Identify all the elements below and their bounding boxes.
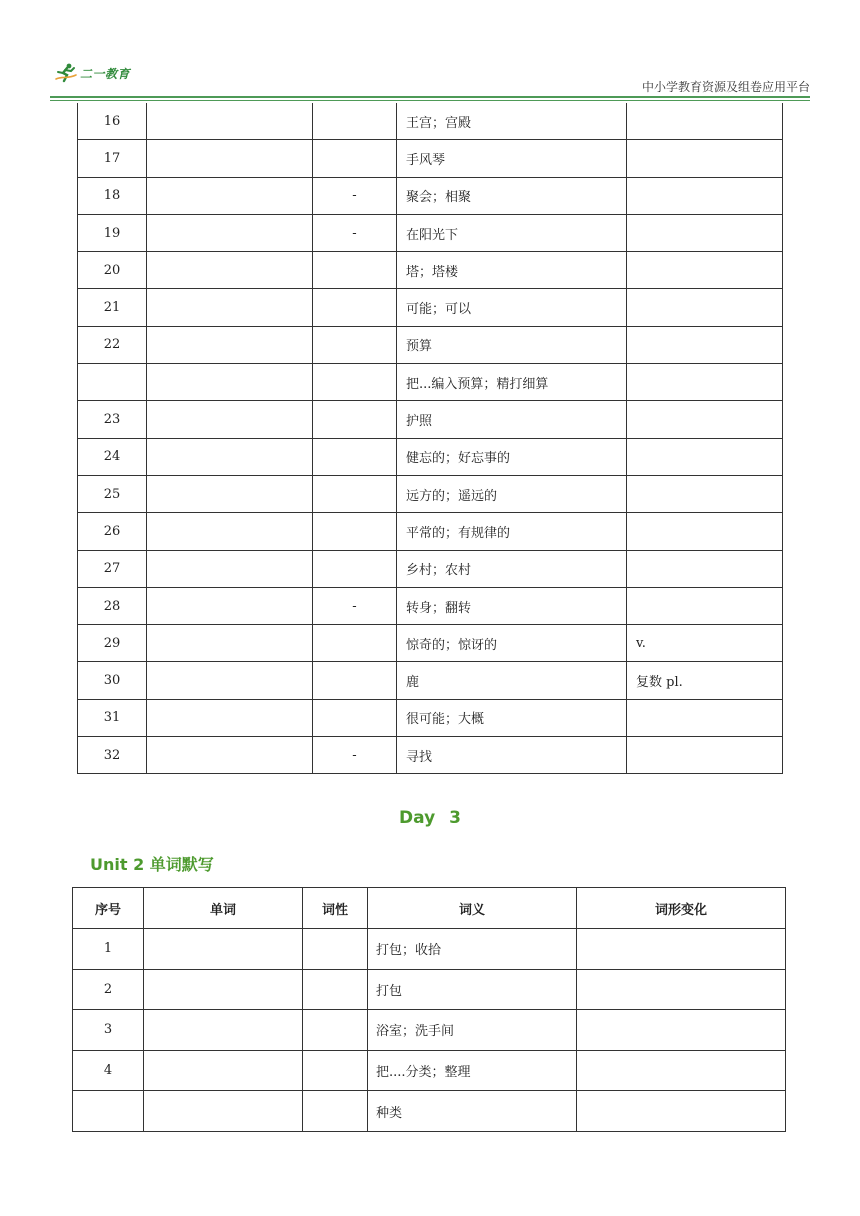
part-of-speech-cell[interactable] [313,475,397,512]
header-part-of-speech: 词性 [303,888,368,929]
unit-title: Unit 2 单词默写 [90,855,214,874]
row-number: 30 [78,662,147,699]
header-divider-thin [50,100,810,101]
word-forms-cell[interactable] [627,364,783,401]
part-of-speech-cell[interactable]: - [313,737,397,774]
part-of-speech-cell[interactable] [313,625,397,662]
word-blank[interactable] [144,969,303,1010]
meaning-cell: 乡村；农村 [397,550,627,587]
word-blank[interactable] [147,550,313,587]
word-blank[interactable] [144,1010,303,1051]
row-number: 24 [78,438,147,475]
table-row [78,737,783,774]
meaning-cell: 惊奇的；惊讶的 [397,625,627,662]
row-number: 29 [78,625,147,662]
word-blank[interactable] [147,513,313,550]
table-row [78,140,783,177]
header-word: 单词 [144,888,303,929]
row-number [73,1091,144,1132]
meaning-cell: 聚会；相聚 [397,177,627,214]
row-number: 16 [78,103,147,140]
table-row [78,625,783,662]
row-number [78,364,147,401]
row-number: 27 [78,550,147,587]
word-forms-cell[interactable] [627,252,783,289]
word-forms-cell[interactable] [577,1091,786,1132]
word-blank[interactable] [147,438,313,475]
row-number: 19 [78,214,147,251]
word-blank[interactable] [147,625,313,662]
row-number: 23 [78,401,147,438]
part-of-speech-cell[interactable] [313,252,397,289]
part-of-speech-cell[interactable] [313,699,397,736]
word-blank[interactable] [147,364,313,401]
row-number: 3 [73,1010,144,1051]
word-blank[interactable] [147,140,313,177]
word-forms-cell[interactable] [627,587,783,624]
row-number: 1 [73,929,144,970]
meaning-cell: 种类 [368,1091,577,1132]
row-number: 26 [78,513,147,550]
word-blank[interactable] [144,1050,303,1091]
word-forms-cell[interactable] [627,438,783,475]
part-of-speech-cell[interactable]: - [313,177,397,214]
part-of-speech-cell[interactable] [313,103,397,140]
header-meaning: 词义 [368,888,577,929]
meaning-cell: 健忘的；好忘事的 [397,438,627,475]
word-blank[interactable] [147,662,313,699]
meaning-cell: 浴室；洗手间 [368,1010,577,1051]
part-of-speech-cell[interactable] [313,550,397,587]
word-blank[interactable] [144,929,303,970]
part-of-speech-cell[interactable] [303,1050,368,1091]
table-row [78,177,783,214]
part-of-speech-cell[interactable] [303,969,368,1010]
word-blank[interactable] [147,103,313,140]
header-word-forms: 词形变化 [577,888,786,929]
row-number: 22 [78,326,147,363]
meaning-cell: 打包 [368,969,577,1010]
part-of-speech-cell[interactable] [313,326,397,363]
runner-logo-icon [54,63,78,83]
part-of-speech-cell[interactable] [313,364,397,401]
word-forms-cell[interactable] [627,289,783,326]
meaning-cell: 手风琴 [397,140,627,177]
table-header-row [73,888,786,929]
table-row [78,401,783,438]
row-number: 20 [78,252,147,289]
word-forms-cell[interactable] [627,177,783,214]
meaning-cell: 转身；翻转 [397,587,627,624]
word-forms-cell[interactable] [627,550,783,587]
row-number: 17 [78,140,147,177]
table-row [78,438,783,475]
row-number: 18 [78,177,147,214]
word-forms-cell[interactable] [627,214,783,251]
table-row [78,699,783,736]
word-forms-cell[interactable] [627,737,783,774]
word-blank[interactable] [147,289,313,326]
row-number: 32 [78,737,147,774]
meaning-cell: 在阳光下 [397,214,627,251]
meaning-cell: 很可能；大概 [397,699,627,736]
header-divider [50,96,810,98]
table-row [78,513,783,550]
word-blank[interactable] [147,737,313,774]
word-blank[interactable] [147,587,313,624]
meaning-cell: 可能；可以 [397,289,627,326]
meaning-cell: 远方的；遥远的 [397,475,627,512]
word-forms-cell[interactable] [627,140,783,177]
table-row [78,289,783,326]
table-row [78,364,783,401]
part-of-speech-cell[interactable] [313,401,397,438]
word-forms-cell[interactable] [627,401,783,438]
part-of-speech-cell[interactable] [313,289,397,326]
part-of-speech-cell[interactable] [303,929,368,970]
meaning-cell: 护照 [397,401,627,438]
logo [54,62,130,84]
word-blank[interactable] [147,252,313,289]
word-blank[interactable] [147,177,313,214]
table-row [78,662,783,699]
word-forms-cell[interactable] [577,1010,786,1051]
row-number: 31 [78,699,147,736]
word-blank[interactable] [147,401,313,438]
word-forms-cell[interactable] [627,475,783,512]
word-forms-cell[interactable] [627,326,783,363]
table-row [78,550,783,587]
word-blank[interactable] [147,326,313,363]
table-row [73,1010,786,1051]
meaning-cell: 塔；塔楼 [397,252,627,289]
row-number: 21 [78,289,147,326]
word-forms-cell[interactable] [627,699,783,736]
word-forms-cell[interactable] [577,1050,786,1091]
meaning-cell: 把....分类；整理 [368,1050,577,1091]
meaning-cell: 预算 [397,326,627,363]
part-of-speech-cell[interactable]: - [313,214,397,251]
table-row [78,252,783,289]
meaning-cell: 打包；收拾 [368,929,577,970]
part-of-speech-cell[interactable]: - [313,587,397,624]
table-row [78,475,783,512]
table-row [73,969,786,1010]
table-row [73,1091,786,1132]
word-forms-cell[interactable] [577,969,786,1010]
word-blank[interactable] [147,699,313,736]
word-blank[interactable] [147,214,313,251]
header-number: 序号 [73,888,144,929]
unit2-vocab-table [72,887,786,1132]
word-blank[interactable] [144,1091,303,1132]
word-forms-cell[interactable] [627,513,783,550]
table-row [78,214,783,251]
day-title: Day 3 [399,808,461,828]
meaning-cell: 把...编入预算；精打细算 [397,364,627,401]
part-of-speech-cell[interactable] [303,1091,368,1132]
row-number: 25 [78,475,147,512]
word-blank[interactable] [147,475,313,512]
word-forms-cell[interactable] [577,929,786,970]
page-header [0,0,860,104]
logo-text: 二一教育 [80,66,131,81]
row-number: 2 [73,969,144,1010]
word-forms-cell[interactable] [627,103,783,140]
vocab-table-continued [77,103,783,774]
part-of-speech-cell[interactable] [303,1010,368,1051]
table-row [73,1050,786,1091]
word-forms-cell[interactable]: 复数 pl. [627,662,783,699]
row-number: 28 [78,587,147,624]
part-of-speech-cell[interactable] [313,662,397,699]
meaning-cell: 寻找 [397,737,627,774]
meaning-cell: 王宫；宫殿 [397,103,627,140]
table-row [78,587,783,624]
word-forms-cell[interactable]: v. [627,625,783,662]
meaning-cell: 平常的；有规律的 [397,513,627,550]
table-row [78,326,783,363]
part-of-speech-cell[interactable] [313,513,397,550]
table-row [78,103,783,140]
part-of-speech-cell[interactable] [313,140,397,177]
table-row [73,929,786,970]
part-of-speech-cell[interactable] [313,438,397,475]
meaning-cell: 鹿 [397,662,627,699]
row-number: 4 [73,1050,144,1091]
platform-name: 中小学教育资源及组卷应用平台 [641,80,810,94]
